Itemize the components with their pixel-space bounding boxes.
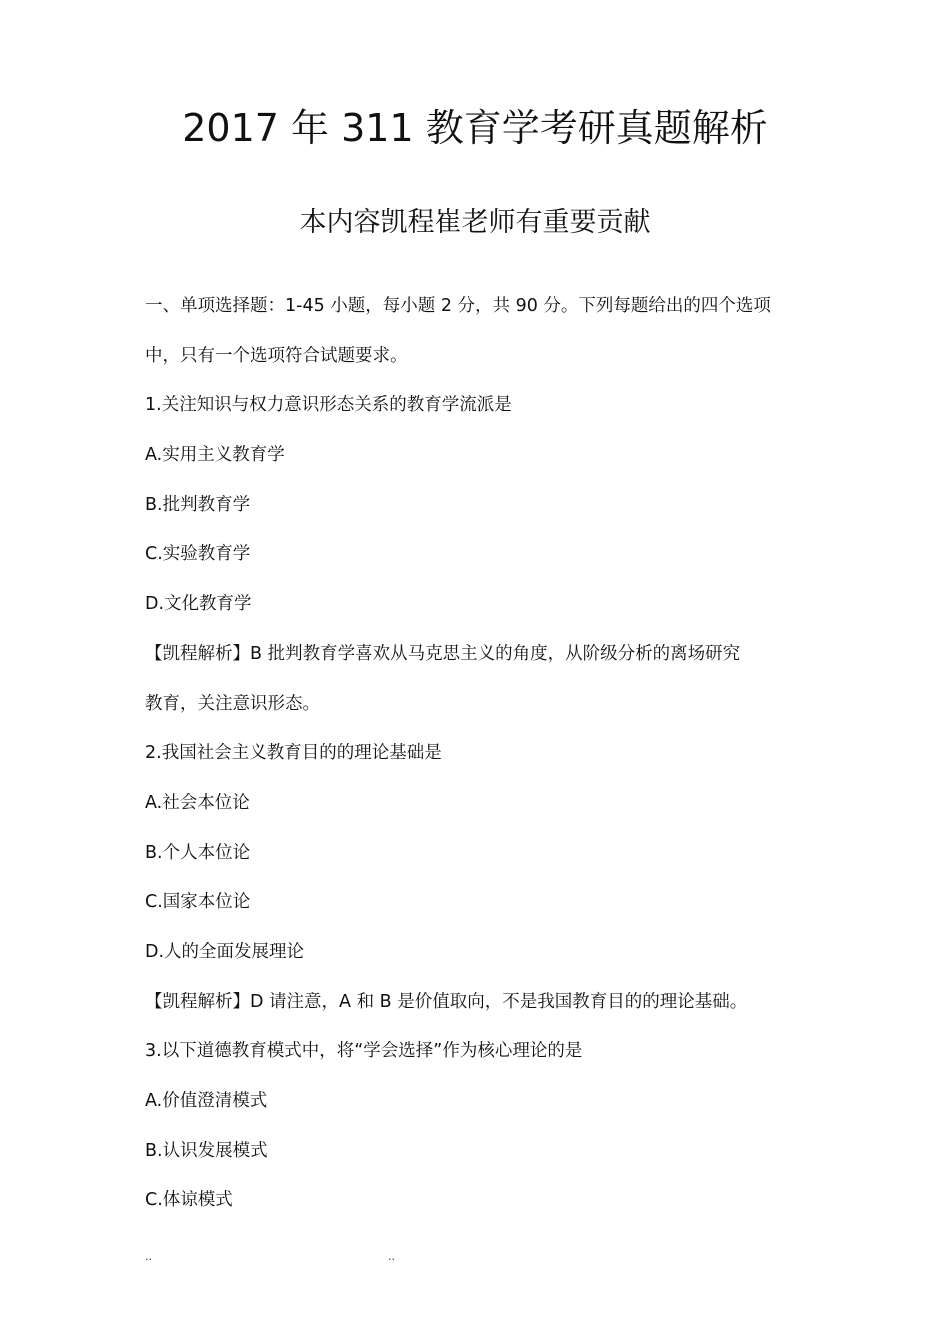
question-3-option-c: C.体谅模式 [145, 1190, 233, 1211]
question-3-stem: 3.以下道德教育模式中，将“学会选择”作为核心理论的是 [145, 1041, 583, 1062]
page-subtitle: 本内容凯程崔老师有重要贡献 [299, 207, 651, 238]
section-intro-line-2: 中，只有一个选项符合试题要求。 [145, 345, 408, 366]
question-3-option-a: A.价值澄清模式 [145, 1091, 268, 1111]
question-1-analysis-line-1: 【凯程解析】B 批判教育学喜欢从马克思主义的角度，从阶级分析的离场研究 [145, 643, 741, 664]
question-2-option-c: C.国家本位论 [145, 892, 251, 913]
question-2-option-b: B.个人本位论 [145, 842, 251, 863]
question-1-stem: 1.关注知识与权力意识形态关系的教育学流派是 [145, 395, 512, 416]
question-1-option-b: B.批判教育学 [145, 494, 251, 515]
question-2-analysis-line-1: 【凯程解析】D 请注意，A 和 B 是价值取向，不是我国教育目的的理论基础。 [145, 991, 748, 1012]
question-2-option-d: D.人的全面发展理论 [145, 941, 305, 962]
question-3-option-b: B.认识发展模式 [145, 1140, 268, 1161]
question-1-option-a: A.实用主义教育学 [145, 445, 285, 466]
section-intro-line-1: 一、单项选择题：1-45 小题，每小题 2 分，共 90 分。下列每题给出的四个选项 [145, 296, 771, 316]
page-title: 2017 年 311 教育学考研真题解析 [182, 106, 768, 150]
question-2-option-a: A.社会本位论 [145, 792, 250, 813]
question-1-option-c: C.实验教育学 [145, 544, 251, 565]
question-1-option-d: D.文化教育学 [145, 594, 252, 615]
question-2-stem: 2.我国社会主义教育目的的理论基础是 [145, 743, 442, 764]
document-body [145, 286, 813, 1230]
footer-mark-right: .. [388, 1250, 395, 1263]
question-1-analysis-line-2: 教育，关注意识形态。 [145, 693, 320, 714]
footer-mark-left: .. [145, 1250, 152, 1263]
